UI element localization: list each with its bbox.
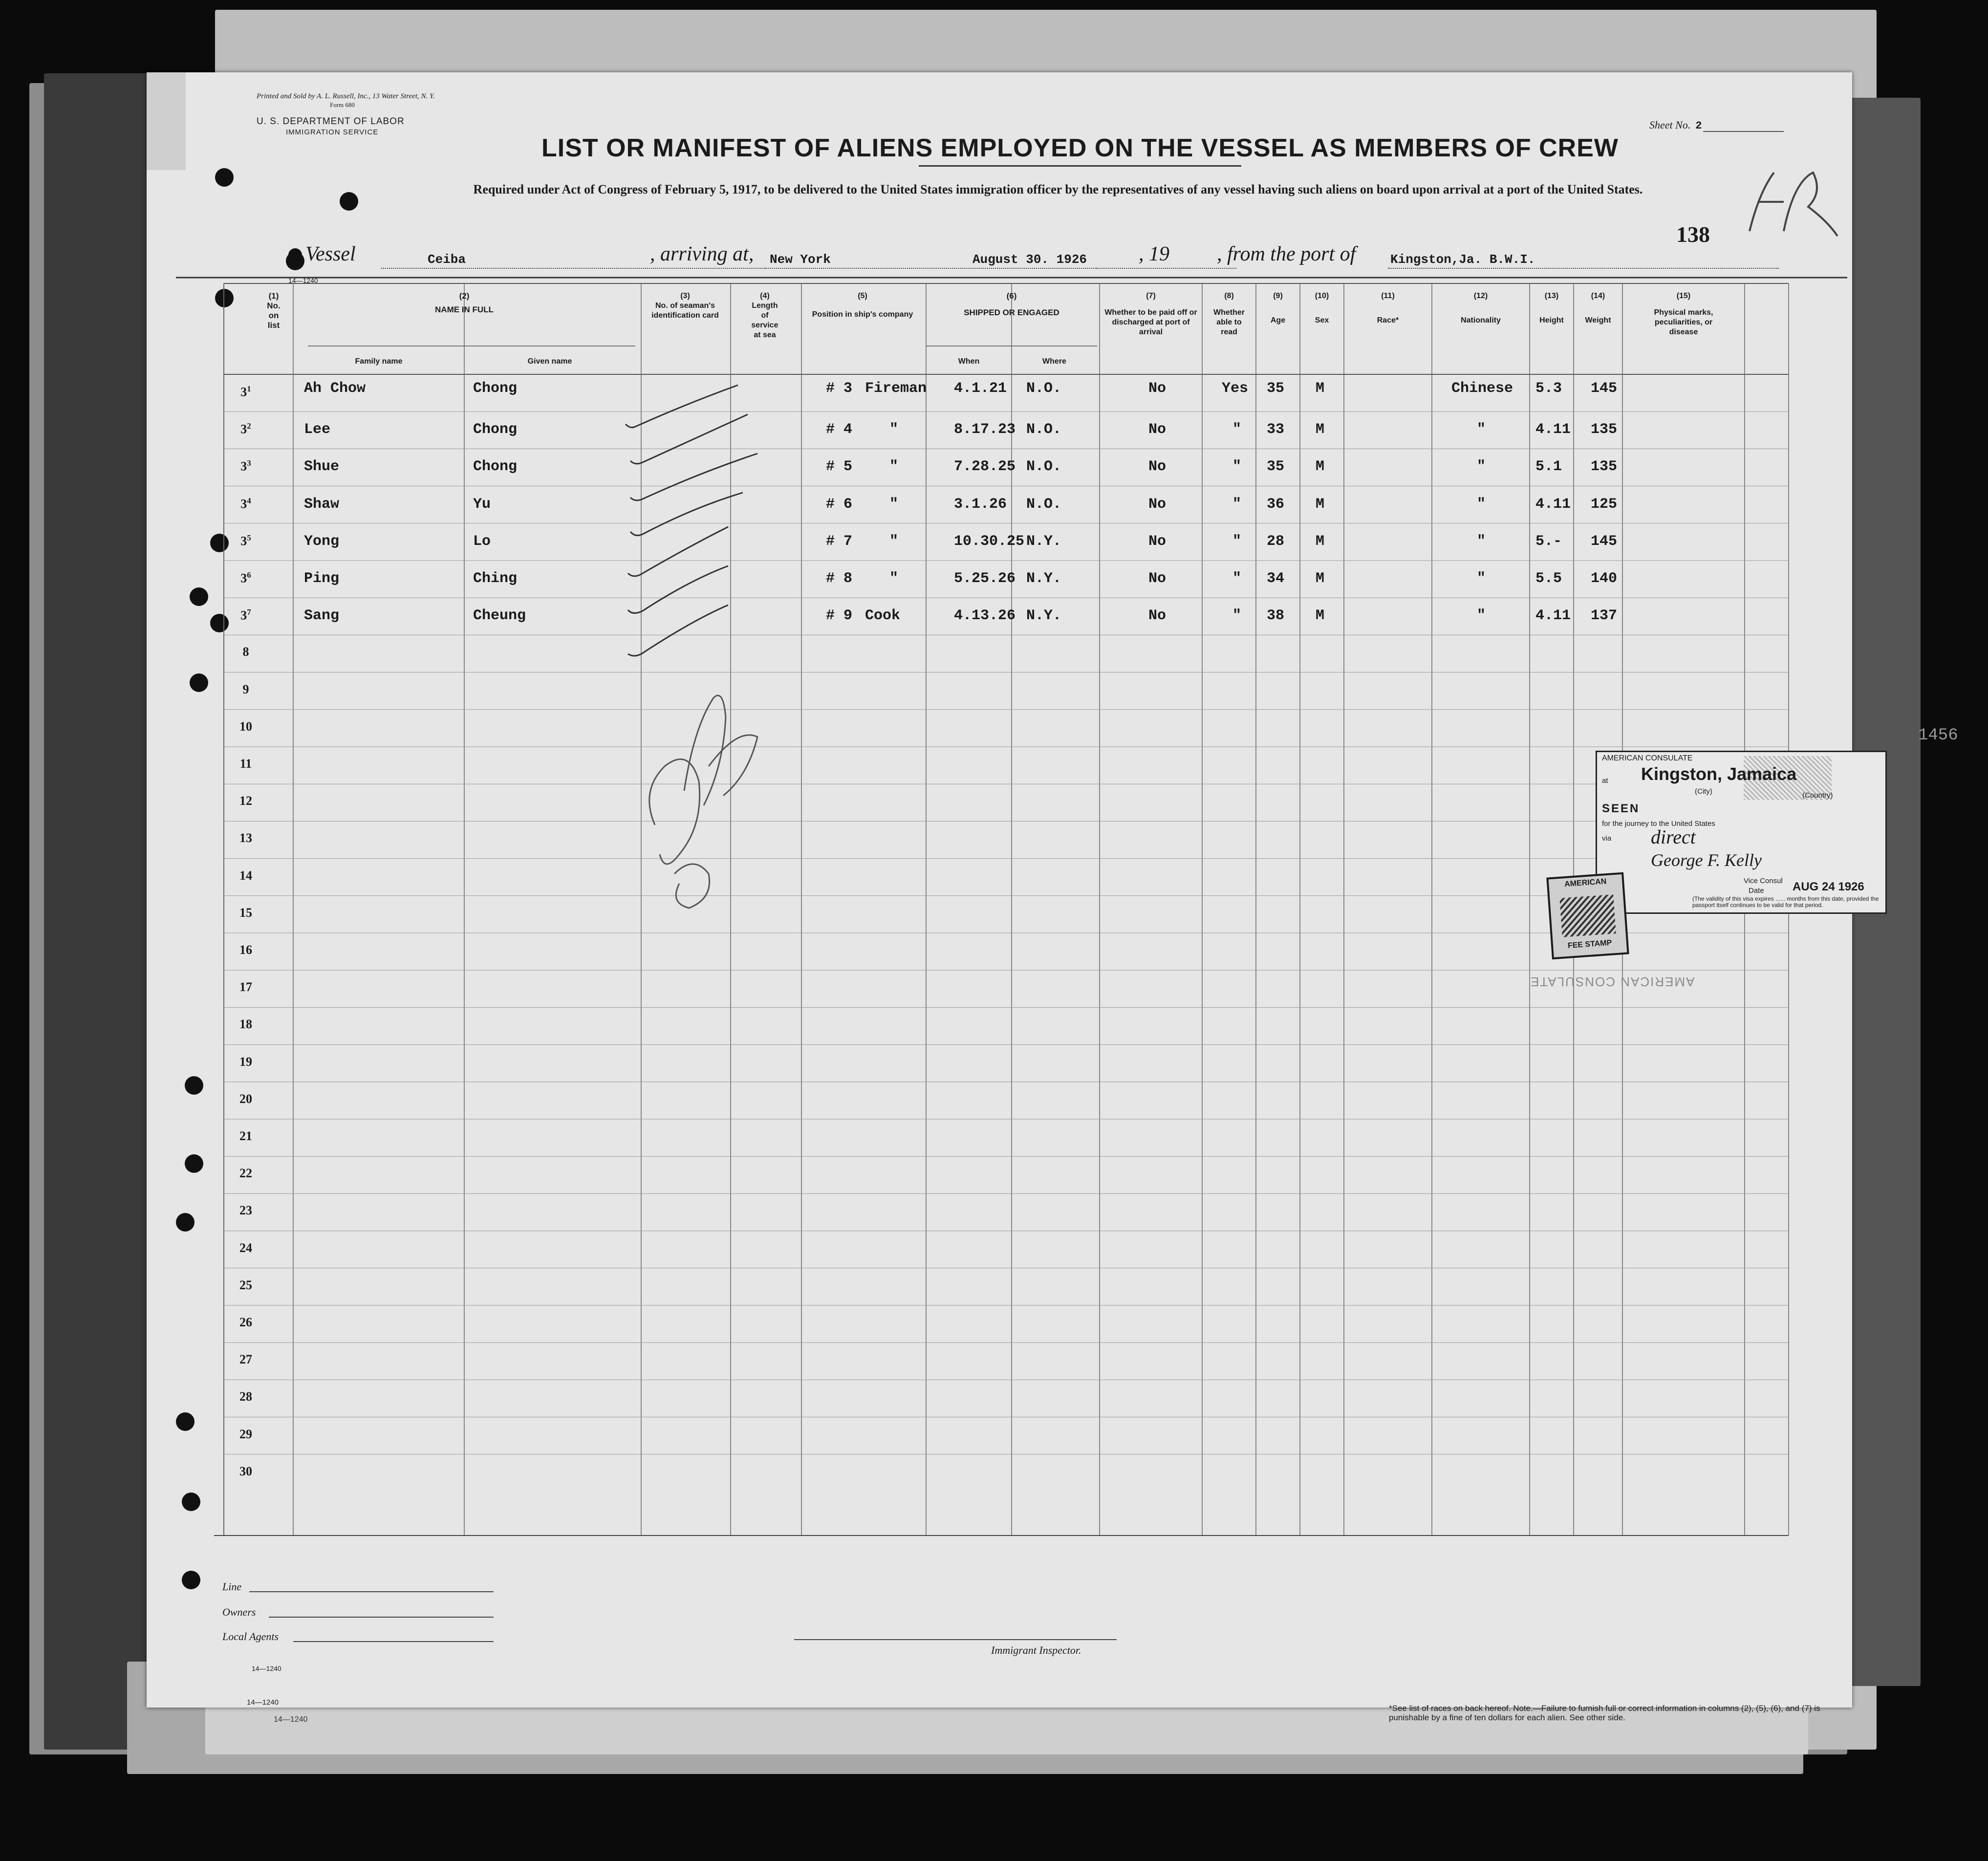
document-title: LIST OR MANIFEST OF ALIENS EMPLOYED ON THE VESSEL AS MEMBERS OF CREW — [541, 134, 1619, 162]
row-digit: 3 — [247, 458, 251, 468]
stamp-country-label: (Country) — [1802, 791, 1833, 800]
age-cell: 34 — [1267, 570, 1285, 587]
col-14-num: (14) — [1591, 292, 1605, 300]
col-6-header — [926, 291, 1097, 318]
position-cell: Cook — [865, 607, 901, 625]
row-digit: 7 — [247, 607, 251, 617]
row-number: 23 — [239, 1203, 252, 1218]
col-11-header — [1344, 291, 1432, 325]
position-cell: " — [889, 458, 899, 476]
where-header: Where — [1042, 357, 1066, 366]
footer-agents-label: Local Agents — [222, 1630, 279, 1643]
row-number: 12 — [239, 794, 252, 808]
height-cell: 4.11 — [1535, 607, 1571, 625]
document-subtitle: Required under Act of Congress of February 5, 1917, to be delivered to the United States immigration officer by the representatives of any vessel having such aliens on board upon arrival at a port of the United States. — [473, 182, 1643, 196]
paid-off-cell: No — [1148, 496, 1167, 513]
stamp-date: AUG 24 1926 — [1793, 880, 1864, 893]
row-prefix: 3 — [240, 571, 247, 585]
stamp-via-label: via — [1602, 834, 1612, 843]
col-10-num: (10) — [1315, 292, 1329, 300]
weight-cell: 140 — [1591, 570, 1618, 587]
height-cell: 5.1 — [1535, 458, 1562, 476]
paid-off-cell: No — [1148, 570, 1167, 587]
vessel-label: Vessel — [305, 243, 356, 265]
col-10-header — [1300, 291, 1344, 325]
row-number: 19 — [239, 1054, 252, 1069]
col-10-label: Sex — [1315, 316, 1329, 325]
able-to-read-cell: " — [1232, 458, 1242, 476]
col-13-label: Height — [1539, 316, 1564, 325]
given-name-cell: Chong — [473, 380, 518, 397]
sex-cell: M — [1316, 458, 1325, 476]
col-9-header — [1256, 291, 1300, 325]
family-name-cell: Lee — [304, 421, 331, 438]
col-8-header — [1202, 291, 1256, 337]
weight-cell: 137 — [1591, 607, 1618, 625]
col-13-header — [1530, 291, 1574, 325]
col-2-num: (2) — [459, 291, 470, 301]
row-number — [231, 458, 260, 474]
nationality-cell: " — [1477, 607, 1486, 625]
col-7-label: Whether to be paid off or discharged at port of arrival — [1104, 308, 1197, 336]
able-to-read-cell: " — [1232, 496, 1242, 513]
col-4-header — [731, 291, 799, 340]
row-prefix: 3 — [240, 459, 247, 474]
row-number — [231, 607, 260, 623]
row-prefix: 3 — [240, 534, 247, 548]
col-7-header — [1100, 291, 1202, 337]
weight-cell: 135 — [1591, 458, 1618, 476]
col-14-header — [1574, 291, 1622, 325]
shipped-when-cell: 3.1.26 — [954, 496, 1007, 513]
col-11-num: (11) — [1381, 292, 1395, 300]
service-name: IMMIGRATION SERVICE — [286, 128, 379, 136]
sex-cell: M — [1316, 607, 1325, 625]
footer-note: *See list of races on back hereof. Note.—Failure to furnish full or correct information in columns (2), (5), (6), and (7) is punishable by a fine of ten dollars for each alien. See other side. — [1389, 1704, 1820, 1722]
fee-stamp-cancel — [1559, 894, 1616, 937]
able-to-read-cell: " — [1232, 607, 1242, 625]
shipped-when-cell: 7.28.25 — [954, 458, 1016, 476]
sheet-number-label: Sheet No. — [1649, 119, 1691, 131]
row-number: 21 — [239, 1129, 252, 1143]
consulate-ghost-stamp: AMERICAN CONSULATE — [1530, 974, 1695, 989]
shipped-where-cell: N.O. — [1026, 380, 1062, 397]
height-cell: 4.11 — [1535, 421, 1571, 438]
stamp-seen: SEEN — [1602, 802, 1640, 815]
handwritten-scrawl — [626, 669, 782, 932]
col-3-label: No. of seaman's identification card — [651, 302, 719, 320]
row-number: 15 — [239, 905, 252, 920]
col-1-label: No. on list — [267, 301, 281, 330]
stamp-date-label: Date — [1749, 887, 1764, 895]
row-number: 18 — [239, 1017, 252, 1032]
from-port: Kingston,Ja. B.W.I. — [1390, 252, 1535, 267]
family-name-header: Family name — [355, 357, 403, 366]
paid-off-cell: No — [1148, 458, 1167, 476]
row-number: 14 — [239, 868, 252, 883]
row-number: 17 — [239, 980, 252, 995]
stamp-signature: George F. Kelly — [1651, 850, 1762, 870]
row-number — [231, 384, 260, 400]
row-number: 10 — [239, 719, 252, 734]
col-2-label: NAME IN FULL — [435, 305, 494, 314]
height-cell: 5.- — [1535, 533, 1562, 550]
manifest-sheet — [147, 72, 1958, 1722]
row-number: 25 — [239, 1277, 252, 1292]
col-9-label: Age — [1270, 316, 1286, 325]
from-port-label: , from the port of — [1217, 243, 1356, 265]
position-number-cell: # 5 — [826, 458, 853, 476]
given-name-cell: Lo — [473, 533, 491, 550]
height-cell: 4.11 — [1535, 496, 1571, 513]
family-name-cell: Shaw — [304, 496, 340, 513]
weight-cell: 145 — [1591, 533, 1618, 550]
age-cell: 35 — [1267, 380, 1285, 397]
row-prefix: 3 — [240, 497, 247, 511]
col-12-num: (12) — [1473, 292, 1488, 300]
col-7-num: (7) — [1146, 292, 1156, 300]
able-to-read-cell: " — [1232, 533, 1242, 550]
given-name-cell: Cheung — [473, 607, 526, 625]
weight-cell: 135 — [1591, 421, 1618, 438]
stamp-at-label: at — [1602, 777, 1608, 785]
col-3-num: (3) — [680, 292, 690, 300]
age-cell: 33 — [1267, 421, 1285, 438]
sheet-number-value: 2 — [1695, 120, 1702, 132]
position-number-cell: # 7 — [826, 533, 853, 550]
nationality-cell: " — [1477, 533, 1486, 550]
stamp-city-label: (City) — [1695, 787, 1712, 796]
footer-agents-rule — [293, 1641, 494, 1642]
given-name-header: Given name — [527, 357, 572, 366]
col-12-header — [1432, 291, 1530, 325]
col-3-header — [641, 291, 729, 321]
stamp-journey-label: for the journey to the United States — [1602, 820, 1715, 828]
stamp-header: AMERICAN CONSULATE — [1602, 754, 1693, 762]
position-number-cell: # 8 — [826, 570, 853, 587]
fee-stamp-bottom: FEE STAMP — [1567, 938, 1612, 950]
position-cell: " — [889, 421, 899, 438]
row-digit: 5 — [247, 533, 251, 542]
given-name-cell: Yu — [473, 496, 491, 513]
footer-line-rule — [249, 1591, 494, 1592]
given-name-cell: Chong — [473, 421, 518, 438]
row-number: 20 — [239, 1091, 252, 1106]
department-name: U. S. DEPARTMENT OF LABOR — [257, 116, 405, 127]
position-cell: " — [889, 570, 899, 587]
inspector-label: Immigrant Inspector. — [991, 1644, 1081, 1656]
shipped-where-cell: N.Y. — [1026, 570, 1062, 587]
age-cell: 36 — [1267, 496, 1285, 513]
able-to-read-cell: Yes — [1222, 380, 1249, 397]
arrival-date: August 30. 1926 — [972, 252, 1087, 267]
fee-stamp — [1546, 872, 1629, 960]
stamp-officer-title: Vice Consul — [1744, 877, 1783, 885]
arriving-label: , arriving at, — [650, 243, 754, 265]
row-number: 28 — [239, 1389, 252, 1404]
form-code-top: 14—1240 — [288, 277, 318, 284]
stamp-city: Kingston, Jamaica — [1641, 764, 1797, 784]
year-label: , 19 — [1139, 243, 1169, 265]
shipped-where-cell: N.O. — [1026, 458, 1062, 476]
age-cell: 28 — [1267, 533, 1285, 550]
height-cell: 5.5 — [1535, 570, 1562, 587]
col-1-num: (1) — [268, 291, 279, 301]
inspector-signature-line — [794, 1639, 1117, 1640]
family-name-cell: Ping — [304, 570, 340, 587]
shipped-where-cell: N.O. — [1026, 496, 1062, 513]
age-cell: 38 — [1267, 607, 1285, 625]
family-name-cell: Ah Chow — [304, 380, 366, 397]
shipped-when-cell: 10.30.25 — [954, 533, 1025, 550]
arrival-port: New York — [770, 252, 831, 267]
form-label: Form 680 — [330, 101, 355, 108]
sex-cell: M — [1316, 533, 1325, 550]
position-cell: Fireman — [865, 380, 927, 397]
row-prefix: 3 — [240, 422, 247, 436]
row-number: 8 — [242, 645, 249, 659]
age-cell: 35 — [1267, 458, 1285, 476]
given-name-cell: Ching — [473, 570, 518, 587]
col-13-num: (13) — [1544, 292, 1559, 300]
shipped-where-cell: N.O. — [1026, 421, 1062, 438]
row-prefix: 3 — [240, 608, 247, 623]
col-11-label: Race* — [1377, 316, 1399, 325]
printer-note-text: Printed and Sold by A. L. Russell, Inc., 13 Water Street, N. Y. — [257, 92, 435, 100]
row-number: 22 — [239, 1166, 252, 1181]
row-number: 29 — [239, 1427, 252, 1441]
sex-cell: M — [1316, 570, 1325, 587]
family-name-cell: Sang — [304, 607, 340, 625]
row-number: 13 — [239, 831, 252, 845]
shipped-when-cell: 8.17.23 — [954, 421, 1016, 438]
position-number-cell: # 4 — [826, 421, 853, 438]
paid-off-cell: No — [1148, 421, 1167, 438]
row-prefix: 3 — [240, 385, 247, 399]
paid-off-cell: No — [1148, 533, 1167, 550]
nationality-cell: " — [1477, 496, 1486, 513]
weight-cell: 145 — [1591, 380, 1618, 397]
stamp-validity: (The validity of this visa expires ...... months from this date, provided the passport itself continues to be valid for that period. — [1692, 895, 1879, 909]
row-number: 27 — [239, 1352, 252, 1367]
row-number: 30 — [239, 1464, 252, 1478]
row-digit: 6 — [247, 570, 251, 580]
weight-cell: 125 — [1591, 496, 1618, 513]
position-cell: " — [889, 533, 899, 550]
row-digit: 2 — [247, 421, 251, 431]
row-number: 26 — [239, 1315, 252, 1329]
shipped-when-cell: 4.1.21 — [954, 380, 1007, 397]
able-to-read-cell: " — [1232, 421, 1242, 438]
when-header: When — [958, 357, 980, 366]
family-name-cell: Shue — [304, 458, 340, 476]
col-8-label: Whether able to read — [1213, 308, 1245, 336]
ghost-number: 1456 — [1918, 726, 1958, 745]
col-9-num: (9) — [1273, 292, 1283, 300]
col-2-header — [293, 291, 635, 315]
footer-owners-label: Owners — [222, 1606, 256, 1618]
col-15-label: Physical marks, peculiarities, or disease — [1654, 308, 1713, 336]
nationality-cell: " — [1477, 458, 1486, 476]
sex-cell: M — [1316, 380, 1325, 397]
row-number — [231, 496, 260, 512]
row-number: 9 — [242, 682, 249, 696]
col-12-label: Nationality — [1461, 316, 1501, 325]
footer-owners-rule — [269, 1617, 494, 1618]
page-number: 138 — [1676, 222, 1710, 247]
shipped-when-cell: 5.25.26 — [954, 570, 1016, 587]
col-6-label: SHIPPED OR ENGAGED — [964, 308, 1059, 317]
col-1-header — [249, 291, 298, 330]
col-14-label: Weight — [1585, 316, 1611, 325]
row-number: 16 — [239, 943, 252, 957]
col-5-header — [801, 291, 924, 320]
form-code-bottom: 14—1240 — [252, 1665, 281, 1672]
col-5-label: Position in ship's company — [812, 310, 913, 319]
col-15-header — [1622, 291, 1745, 337]
col-15-num: (15) — [1676, 292, 1691, 300]
position-number-cell: # 9 — [826, 607, 853, 625]
nationality-cell: " — [1477, 421, 1486, 438]
row-digit: 4 — [247, 496, 251, 505]
nationality-cell: " — [1477, 570, 1486, 587]
footer-line-label: Line — [222, 1580, 242, 1593]
row-number — [231, 533, 260, 549]
shipped-where-cell: N.Y. — [1026, 533, 1062, 550]
shipped-when-cell: 4.13.26 — [954, 607, 1016, 625]
paid-off-cell: No — [1148, 607, 1167, 625]
sex-cell: M — [1316, 496, 1325, 513]
row-number: 24 — [239, 1240, 252, 1255]
col-4-num: (4) — [760, 292, 770, 300]
col-6-num: (6) — [1006, 291, 1017, 301]
underlying-form-code-bottom: 14—1240 — [247, 1698, 279, 1707]
position-number-cell: # 6 — [826, 496, 853, 513]
underlying-form-code: 14—1240 — [274, 1715, 308, 1724]
row-number — [231, 570, 260, 586]
shipped-where-cell: N.Y. — [1026, 607, 1062, 625]
height-cell: 5.3 — [1535, 380, 1562, 397]
col-4-label: Length of service at sea — [751, 302, 778, 339]
row-digit: 1 — [247, 384, 251, 393]
vessel-name: Ceiba — [428, 252, 466, 267]
position-number-cell: # 3 — [826, 380, 853, 397]
paid-off-cell: No — [1148, 380, 1167, 397]
family-name-cell: Yong — [304, 533, 340, 550]
row-number: 11 — [239, 757, 252, 771]
able-to-read-cell: " — [1232, 570, 1242, 587]
given-name-cell: Chong — [473, 458, 518, 476]
col-8-num: (8) — [1224, 292, 1234, 300]
consulate-visa-stamp — [1596, 751, 1887, 914]
row-number — [231, 421, 260, 437]
nationality-cell: Chinese — [1451, 380, 1513, 397]
fee-stamp-top: AMERICAN — [1564, 877, 1607, 889]
stamp-route: direct — [1651, 826, 1696, 848]
sex-cell: M — [1316, 421, 1325, 438]
position-cell: " — [889, 496, 899, 513]
col-5-num: (5) — [858, 292, 867, 300]
